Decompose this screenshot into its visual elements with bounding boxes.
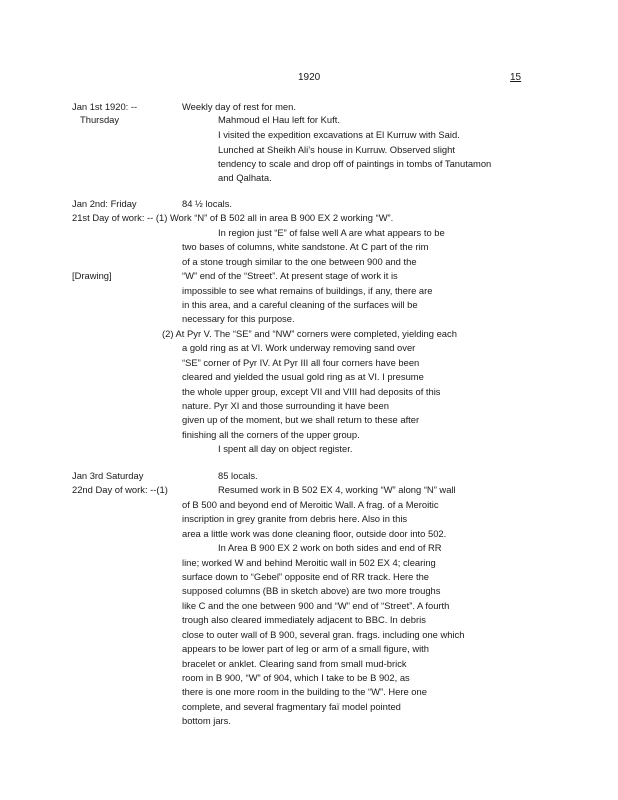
entry-line: trough also cleared immediately adjacent to BBC. In debris: [182, 614, 426, 625]
entry-line: necessary for this purpose.: [182, 313, 295, 324]
entry-line: appears to be lower part of leg or arm of a small figure, with: [182, 643, 429, 654]
page-year: 1920: [298, 72, 321, 83]
entry-line: Thursday: [80, 114, 120, 125]
entry-line: nature. Pyr XI and those surrounding it have been: [182, 400, 389, 411]
entry-line: inscription in grey granite from debris here. Also in this: [182, 513, 408, 524]
entry-line: (2) At Pyr V. The “SE” and “NW” corners were completed, yielding each: [162, 328, 457, 339]
entry-line: finishing all the corners of the upper group.: [182, 429, 360, 440]
entry-line: in this area, and a careful cleaning of the surfaces will be: [182, 299, 418, 310]
entry-line: of B 500 and beyond end of Meroitic Wall. A frag. of a Meroitic: [182, 499, 439, 510]
entry-line: a gold ring as at VI. Work underway removing sand over: [182, 342, 416, 353]
entry-line: [Drawing]: [72, 270, 112, 281]
entry-line: the whole upper group, except VII and VIII had deposits of this: [182, 386, 441, 397]
entry-line: area a little work was done cleaning floor, outside door into 502.: [182, 528, 447, 539]
entry-line: “SE” corner of Pyr IV. At Pyr III all four corners have been: [182, 357, 420, 368]
entry-line: and Qalhata.: [218, 172, 272, 183]
entry-line: line; worked W and behind Meroitic wall in 502 EX 4; clearing: [182, 557, 436, 568]
entry-line: I visited the expedition excavations at El Kurruw with Said.: [218, 129, 460, 140]
entry-line: impossible to see what remains of buildings, if any, there are: [182, 285, 433, 296]
entry-line: Weekly day of rest for men.: [182, 101, 296, 112]
entry-line: In region just “E” of false well A are what appears to be: [218, 227, 445, 238]
entry-line: of a stone trough similar to the one between 900 and the: [182, 256, 417, 267]
entry-line: supposed columns (BB in sketch above) are two more troughs: [182, 585, 441, 596]
entry-line: 84 ½ locals.: [182, 198, 233, 209]
entry-line: “W” end of the “Street”. At present stage of work it is: [182, 270, 398, 281]
entry-line: 85 locals.: [218, 470, 258, 481]
entry-line: Jan 2nd: Friday: [72, 198, 137, 209]
entry-line: given up of the moment, but we shall return to these after: [182, 414, 420, 425]
entry-line: I spent all day on object register.: [218, 443, 353, 454]
entry-line: Mahmoud el Hau left for Kuft.: [218, 114, 340, 125]
entry-line: 21st Day of work: -- (1) Work “N” of B 502 all in area B 900 EX 2 working “W”.: [72, 212, 394, 223]
entry-line: complete, and several fragmentary faï model pointed: [182, 701, 401, 712]
entry-line: Jan 1st 1920: --: [72, 101, 138, 112]
entry-line: there is one more room in the building to the “W”. Here one: [182, 686, 427, 697]
entry-line: two bases of columns, white sandstone. At C part of the rim: [182, 241, 429, 252]
entry-line: Jan 3rd Saturday: [72, 470, 144, 481]
entry-line: In Area B 900 EX 2 work on both sides and end of RR: [218, 542, 442, 553]
entry-line: 22nd Day of work: --(1): [72, 484, 168, 495]
entry-line: Resumed work in B 502 EX 4, working “W” along “N” wall: [218, 484, 456, 495]
entry-line: bracelet or anklet. Clearing sand from small mud-brick: [182, 658, 407, 669]
entry-line: bottom jars.: [182, 715, 231, 726]
entry-line: surface down to “Gebel” opposite end of RR track. Here the: [182, 571, 430, 582]
page-number: 15: [510, 72, 522, 83]
entry-line: like C and the one between 900 and “W” end of “Street”. A fourth: [182, 600, 450, 611]
entry-line: room in B 900, “W” of 904, which I take to be B 902, as: [182, 672, 410, 683]
entry-line: Lunched at Sheikh Ali’s house in Kurruw. Observed slight: [218, 144, 455, 155]
entry-line: tendency to scale and drop off of paintings in tombs of Tanutamon: [218, 158, 492, 169]
entry-line: cleared and yielded the usual gold ring as at VI. I presume: [182, 371, 424, 382]
entry-line: close to outer wall of B 900, several gran. frags. including one which: [182, 629, 465, 640]
